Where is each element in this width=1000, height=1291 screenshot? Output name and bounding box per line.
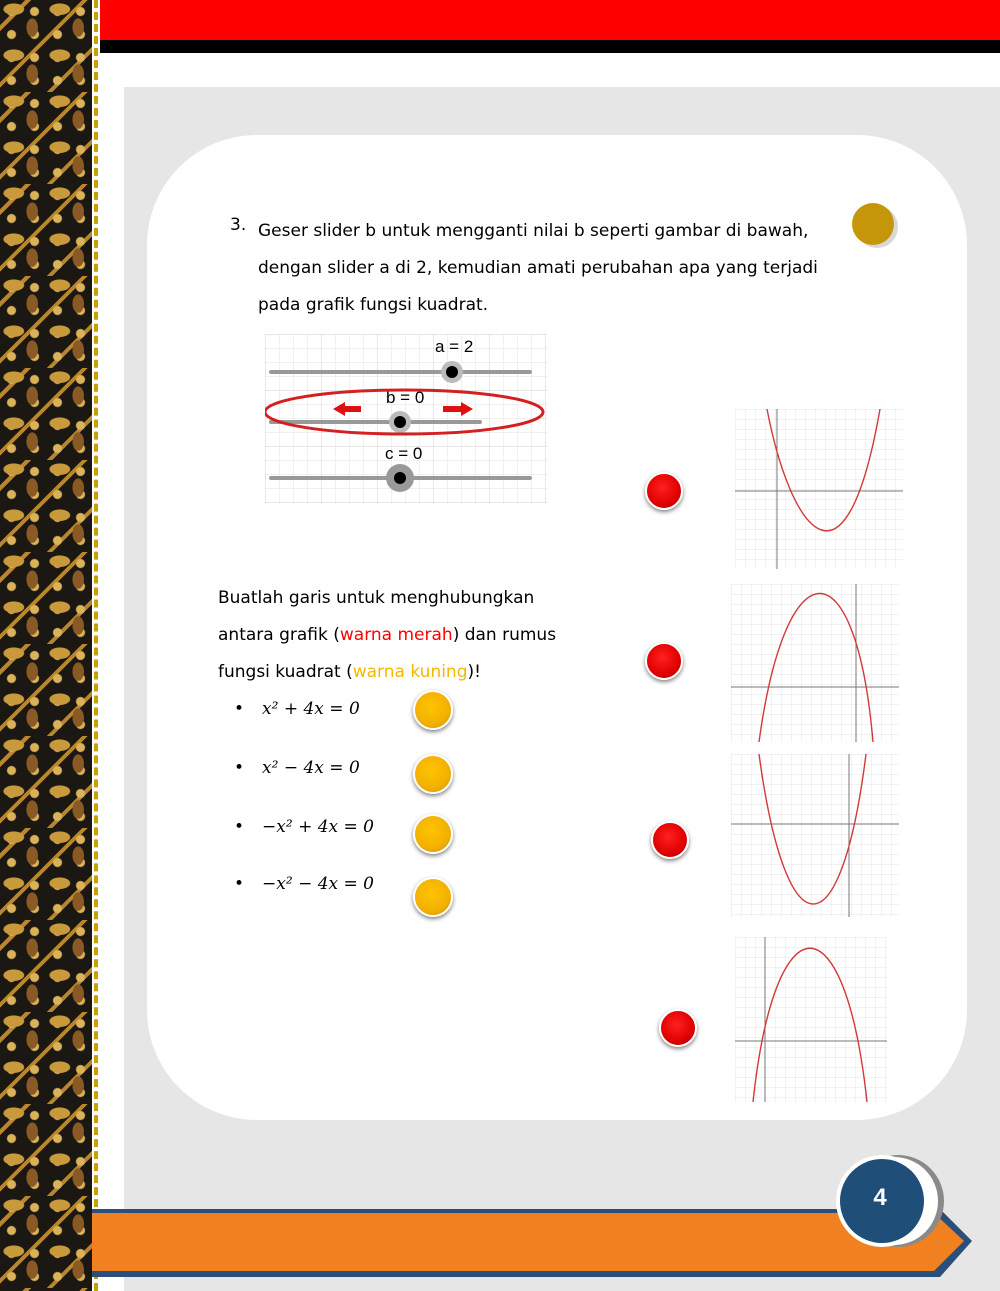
question-text (258, 213, 818, 324)
question-line-3: pada grafik fungsi kuadrat. (258, 295, 489, 315)
instruction-text-part: ) dan rumus (452, 625, 557, 645)
question-line-2: dengan slider a di 2, kemudian amati perubahan apa yang terjadi (258, 258, 818, 278)
question-line-1: Geser slider b untuk mengganti nilai b seperti gambar di bawah, (258, 221, 809, 241)
formula-text: −x² + 4x = 0 (262, 817, 375, 837)
yellow-connector-3[interactable] (413, 814, 453, 854)
yellow-connector-4[interactable] (413, 877, 453, 917)
bullet: • (234, 874, 245, 894)
instruction-text-part: )! (467, 662, 481, 682)
gold-dot-icon (852, 203, 894, 245)
instruction-line-2 (218, 617, 578, 654)
bullet: • (234, 817, 245, 837)
formula-item-4 (234, 874, 374, 894)
dashed-divider (94, 0, 98, 1291)
instruction-line-3 (218, 654, 578, 691)
instruction-text (218, 580, 578, 691)
red-connector-2[interactable] (645, 642, 683, 680)
red-connector-1[interactable] (645, 472, 683, 510)
header-black-band (100, 40, 1000, 53)
bullet: • (234, 699, 245, 719)
warna-merah-label: warna merah (339, 625, 453, 645)
slider-illustration (265, 334, 547, 504)
yellow-connector-1[interactable] (413, 690, 453, 730)
question-number: 3. (230, 215, 247, 235)
instruction-text-part: antara grafik ( (218, 625, 340, 645)
yellow-connector-2[interactable] (413, 754, 453, 794)
page-number: 4 (873, 1184, 887, 1211)
graph-3 (731, 754, 899, 917)
instruction-line-1: Buatlah garis untuk menghubungkan (218, 588, 535, 608)
batik-border (0, 0, 92, 1291)
formula-item-2 (234, 758, 360, 778)
formula-text: x² − 4x = 0 (262, 758, 360, 778)
header-red-band (100, 0, 1000, 40)
formula-item-1 (234, 699, 360, 719)
instruction-text-part: fungsi kuadrat ( (218, 662, 353, 682)
formula-item-3 (234, 817, 374, 837)
red-connector-3[interactable] (651, 821, 689, 859)
graph-4 (735, 937, 887, 1102)
slider-c-label: c = 0 (385, 444, 423, 463)
slider-b-label: b = 0 (386, 388, 425, 407)
graph-1 (735, 409, 903, 569)
red-connector-4[interactable] (659, 1009, 697, 1047)
formula-text: x² + 4x = 0 (262, 699, 360, 719)
slider-a-label: a = 2 (435, 337, 474, 356)
formula-text: −x² − 4x = 0 (262, 874, 375, 894)
warna-kuning-label: warna kuning (352, 662, 468, 682)
graph-2 (731, 584, 899, 742)
bullet: • (234, 758, 245, 778)
